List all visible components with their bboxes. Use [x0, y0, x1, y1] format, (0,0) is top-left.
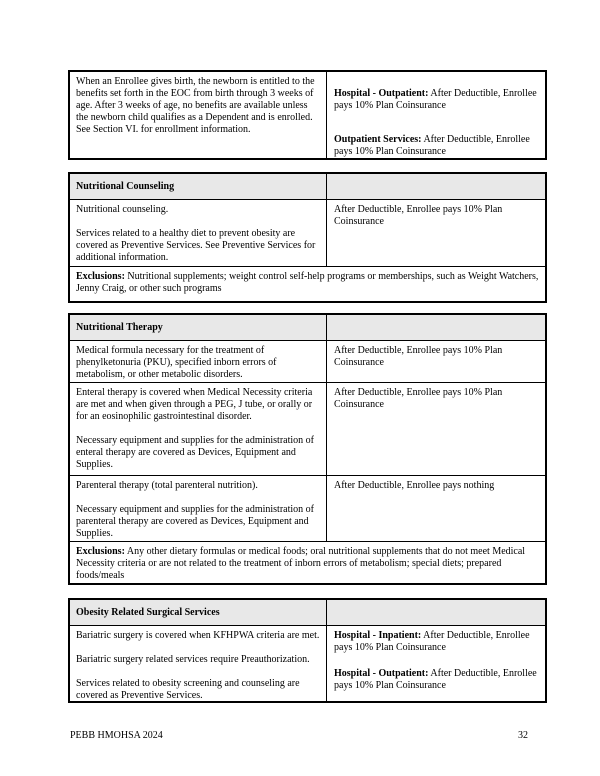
nutritional-counseling-table: [68, 172, 547, 303]
page-number: 32: [518, 730, 528, 741]
benefit-label: Hospital - Inpatient:: [334, 630, 422, 641]
table-row: [70, 340, 545, 382]
service-description-cell: [70, 626, 327, 701]
newborn-benefits-table: [68, 70, 547, 160]
table-row: [70, 382, 545, 475]
exclusions-cell: [70, 542, 545, 583]
benefit-label: Hospital - Outpatient:: [334, 88, 429, 99]
section-title: Obesity Related Surgical Services: [76, 607, 220, 618]
service-description-cell: [70, 341, 327, 382]
service-description-cell: [70, 476, 327, 541]
table-header-row: [70, 174, 545, 199]
benefit-cell: [327, 200, 545, 266]
benefit-text: After Deductible, Enrollee pays 10% Plan Coinsurance: [334, 630, 530, 653]
table-row: [70, 475, 545, 541]
benefit-text: After Deductible, Enrollee pays nothing: [334, 480, 495, 491]
benefit-text: After Deductible, Enrollee pays 10% Plan Coinsurance: [334, 204, 503, 227]
benefit-text: After Deductible, Enrollee pays 10% Plan Coinsurance: [334, 88, 537, 111]
benefit-line: [334, 668, 539, 692]
section-title-cell: [70, 600, 327, 625]
service-description: Enteral therapy is covered when Medical Necessity criteria are met and when given through a PEG, J tube, or orally or for an eosinophilic gastrointestinal disorder.: [76, 387, 313, 422]
exclusions-cell: [70, 267, 545, 301]
exclusions-row: [70, 266, 545, 301]
benefit-line: [334, 630, 539, 654]
page-footer: [70, 730, 528, 742]
service-description: When an Enrollee gives birth, the newborn is entitled to the benefits set forth in the EOC from birth through 3 weeks of age. After 3 weeks of age, no benefits are available unless the newborn child qualifies as a Dependent and is enrolled. See Section VI. for enrollment information.: [76, 76, 315, 135]
service-description: Services related to a healthy diet to prevent obesity are covered as Preventive Services. See Preventive Services for additional information.: [76, 228, 316, 263]
benefit-label: Outpatient Services:: [334, 134, 422, 145]
footer-document-title: PEBB HMOHSA 2024: [70, 730, 163, 741]
benefit-text: After Deductible, Enrollee pays 10% Plan Coinsurance: [334, 345, 503, 368]
service-description: Bariatric surgery related services require Preauthorization.: [76, 654, 310, 665]
benefit-text: After Deductible, Enrollee pays 10% Plan Coinsurance: [334, 134, 530, 157]
empty-header-cell: [327, 600, 545, 625]
service-description: Parenteral therapy (total parenteral nutrition).: [76, 480, 258, 491]
exclusions-text: Exclusions: Nutritional supplements; weight control self-help programs or memberships, such as Weight Watchers, Jenny Craig, or other such programs: [76, 271, 539, 294]
benefit-cell: [327, 72, 545, 158]
benefit-cell: [327, 476, 545, 541]
nutritional-therapy-table: [68, 313, 547, 585]
empty-header-cell: [327, 174, 545, 199]
table-header-row: [70, 600, 545, 625]
benefit-cell: [327, 626, 545, 701]
benefit-cell: [327, 383, 545, 475]
benefit-label: Hospital - Outpatient:: [334, 668, 429, 679]
exclusions-text: Exclusions: Any other dietary formulas or medical foods; oral nutritional supplements that do not meet Medical Necessity criteria or are not related to the treatment of inborn errors of metabolism; special diets; prepared foods/meals: [76, 546, 526, 581]
benefit-line: [334, 134, 539, 158]
section-title: Nutritional Therapy: [76, 322, 163, 333]
section-title: Nutritional Counseling: [76, 181, 175, 192]
table-row: [70, 625, 545, 701]
benefit-text: After Deductible, Enrollee pays 10% Plan Coinsurance: [334, 668, 537, 691]
service-description: Medical formula necessary for the treatment of phenylketonuria (PKU), specified inborn errors of metabolism, or other metabolic disorders.: [76, 345, 277, 380]
service-description-cell: [70, 383, 327, 475]
exclusions-row: [70, 541, 545, 583]
benefit-line: [334, 88, 539, 112]
empty-header-cell: [327, 315, 545, 340]
table-row: [70, 72, 545, 158]
exclusions-label: Exclusions:: [76, 271, 125, 282]
table-header-row: [70, 315, 545, 340]
service-description: Nutritional counseling.: [76, 204, 169, 215]
section-title-cell: [70, 315, 327, 340]
benefit-text: After Deductible, Enrollee pays 10% Plan Coinsurance: [334, 387, 503, 410]
benefit-cell: [327, 341, 545, 382]
exclusions-label: Exclusions:: [76, 546, 125, 557]
service-description: Necessary equipment and supplies for the administration of parenteral therapy are covered as Devices, Equipment and Supplies.: [76, 504, 314, 539]
service-description-cell: [70, 72, 327, 158]
table-row: [70, 199, 545, 266]
service-description: Necessary equipment and supplies for the administration of enteral therapy are covered as Devices, Equipment and Supplies.: [76, 435, 314, 470]
service-description: Services related to obesity screening and counseling are covered as Preventive Services.: [76, 678, 300, 701]
obesity-surgical-services-table: [68, 598, 547, 703]
service-description-cell: [70, 200, 327, 266]
section-title-cell: [70, 174, 327, 199]
service-description: Bariatric surgery is covered when KFHPWA criteria are met.: [76, 630, 320, 641]
